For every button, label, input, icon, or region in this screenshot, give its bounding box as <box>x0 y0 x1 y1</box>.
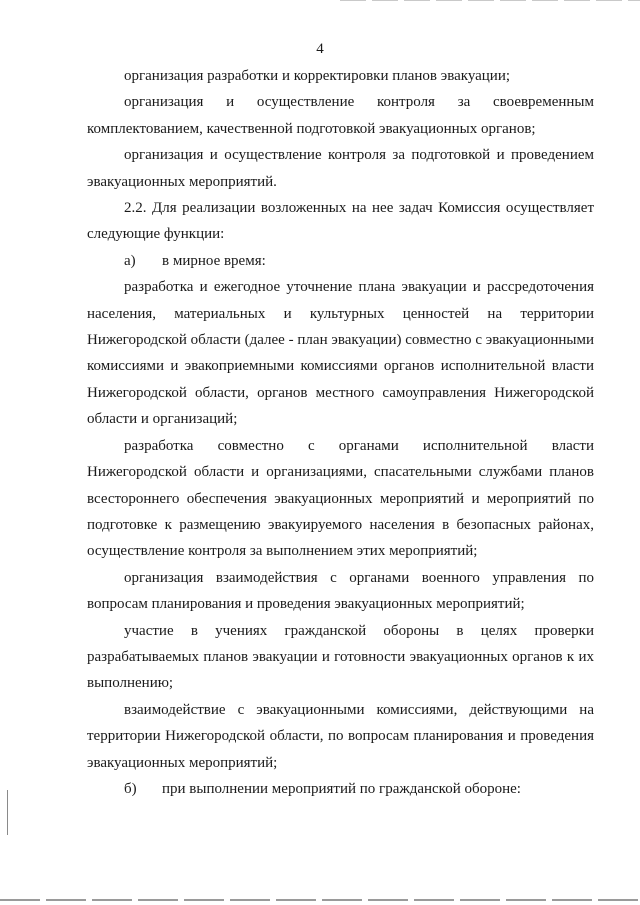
paragraph <box>87 565 594 618</box>
list-item-a <box>87 248 594 274</box>
paragraph-text: разработка и ежегодное уточнение плана эвакуации и рассредоточения населения, материальных и культурных ценностей на территории Нижегородской области (далее - план эвакуации) совместно с эвакуационными комиссиями и эвакоприемными комиссиями органов исполнительной власти Нижегородской области, органов местного самоуправления Нижегородской области и организаций; <box>87 279 594 428</box>
list-marker: а) <box>124 252 136 269</box>
page-number: 4 <box>316 41 324 57</box>
paragraph-text: участие в учениях гражданской обороны в целях проверки разрабатываемых планов эвакуации и готовности эвакуационных органов к их выполнению; <box>87 622 594 692</box>
paragraph-text: организация и осуществление контроля за своевременным комплектованием, качественной подготовкой эвакуационных органов; <box>87 94 594 137</box>
document-body <box>87 63 594 802</box>
scan-top-edge <box>340 0 640 1</box>
paragraph <box>87 697 594 776</box>
paragraph-text: организация взаимодействия с органами военного управления по вопросам планирования и проведения эвакуационных мероприятий; <box>87 569 594 613</box>
paragraph-text: 2.2. Для реализации возложенных на нее задач Комиссия осуществляет следующие функции: <box>87 200 594 243</box>
list-item-b <box>87 776 594 802</box>
paragraph <box>87 433 594 565</box>
scan-bottom-edge <box>0 899 640 901</box>
paragraph <box>87 618 594 697</box>
list-marker: б) <box>124 780 137 797</box>
list-item-text: при выполнении мероприятий по гражданской обороне: <box>162 780 521 797</box>
paragraph-text: разработка совместно с органами исполнительной власти Нижегородской области и организациями, спасательными службами планов всестороннего обеспечения эвакуационных мероприятий и мероприятий по подготовке к размещению эвакуируемого населения в безопасных районах, осуществление контроля за выполнением этих мероприятий; <box>87 437 594 560</box>
paragraph <box>87 89 594 142</box>
paragraph <box>87 274 594 432</box>
paragraph-text: организация разработки и корректировки планов эвакуации; <box>124 68 511 84</box>
paragraph <box>87 142 594 195</box>
paragraph-section-2-2 <box>87 195 594 248</box>
list-item-text: в мирное время: <box>162 252 266 269</box>
paragraph <box>87 63 594 89</box>
scan-margin-mark <box>7 790 8 835</box>
paragraph-text: организация и осуществление контроля за подготовкой и проведением эвакуационных мероприятий. <box>87 147 594 190</box>
paragraph-text: взаимодействие с эвакуационными комиссиями, действующими на территории Нижегородской области, по вопросам планирования и проведения эвакуационных мероприятий; <box>87 701 594 771</box>
